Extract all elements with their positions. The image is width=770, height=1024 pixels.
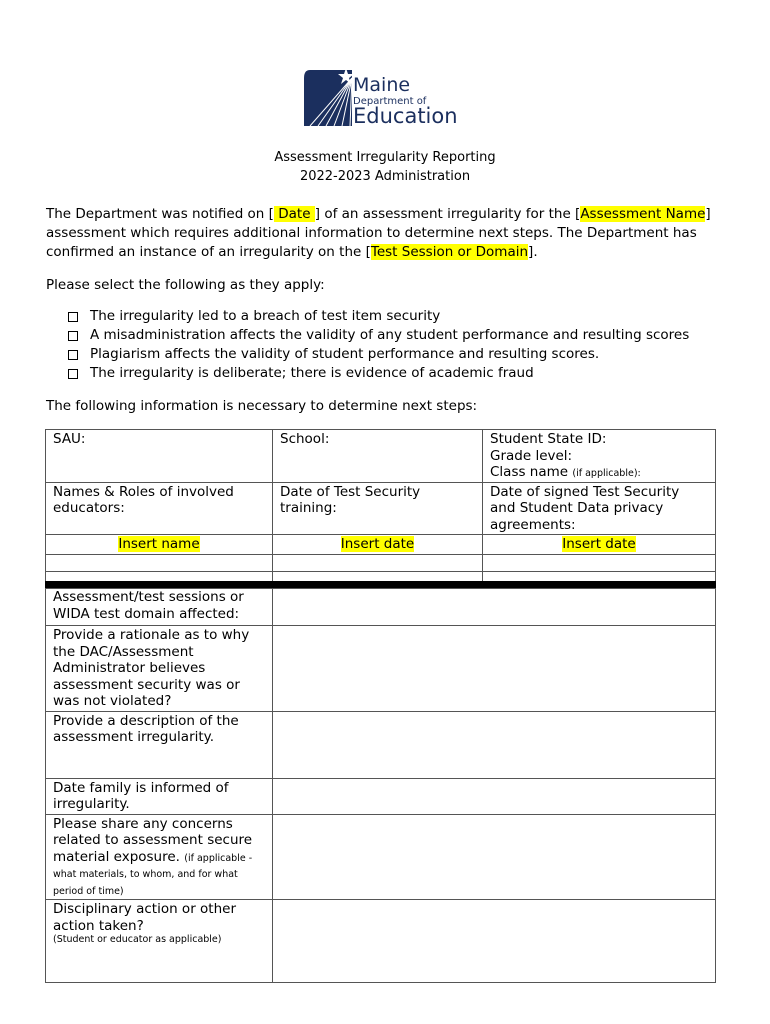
affected-input[interactable] [273,585,716,626]
description-input[interactable] [273,711,716,778]
logo-department: Department of [353,96,427,107]
assessment-name-field[interactable]: Assessment Name [580,206,706,222]
checkbox[interactable] [68,369,78,379]
info-prompt: The following information is necessary to determine next steps: [46,398,478,414]
logo-education: Education [353,104,458,128]
blank-cell[interactable] [273,554,483,571]
intro-paragraph: The Department was notified on [ Date ] of an assessment irregularity for the [Assessment Name] assessment which requires additional information to determine next steps. The Department has confirmed an instance of an irregularity on the [Test Session or Domain]. [46,206,711,260]
checklist-item[interactable]: The irregularity led to a breach of test item security [68,307,689,326]
names-roles-label: Names & Roles of involved educators: [46,482,273,535]
maine-doe-logo [304,66,474,128]
rationale-input[interactable] [273,626,716,712]
description-label: Provide a description of the assessment irregularity. [46,711,273,778]
select-prompt: Please select the following as they apply: [46,277,325,293]
affected-label: Assessment/test sessions or WIDA test domain affected: [46,585,273,626]
checkbox[interactable] [68,312,78,322]
info-table [45,429,716,589]
rationale-label: Provide a rationale as to why the DAC/Assessment Administrator believes assessment security was or was not violated? [46,626,273,712]
disciplinary-input[interactable] [273,900,716,983]
document-title: Assessment Irregularity Reporting [274,150,496,165]
logo-maine: Maine [353,74,411,96]
date-field[interactable]: Date [273,206,315,222]
disciplinary-label: Disciplinary action or other action taken? (Student or educator as applicable) [46,900,273,983]
family-date-input[interactable] [273,778,716,814]
irregularity-checklist [68,307,689,383]
document-subtitle: 2022-2023 Administration [299,169,471,184]
details-table [45,581,716,983]
logo-emblem-icon [304,66,352,126]
checklist-item[interactable]: Plagiarism affects the validity of student performance and resulting scores. [68,345,689,364]
insert-name-cell[interactable]: Insert name [46,535,273,555]
concerns-input[interactable] [273,814,716,900]
school-cell[interactable]: School: [273,430,483,483]
insert-signed-date-cell[interactable]: Insert date [483,535,716,555]
checkbox[interactable] [68,350,78,360]
training-date-label: Date of Test Security training: [273,482,483,535]
test-session-field[interactable]: Test Session or Domain [370,244,529,260]
student-cell[interactable]: Student State ID: Grade level: Class name (if applicable): [483,430,716,483]
checkbox[interactable] [68,331,78,341]
blank-cell[interactable] [46,554,273,571]
sau-cell[interactable]: SAU: [46,430,273,483]
checklist-item[interactable]: The irregularity is deliberate; there is evidence of academic fraud [68,364,689,383]
checklist-item[interactable]: A misadministration affects the validity of any student performance and resulting scores [68,326,689,345]
insert-training-date-cell[interactable]: Insert date [273,535,483,555]
signed-date-label: Date of signed Test Security and Student Data privacy agreements: [483,482,716,535]
concerns-label: Please share any concerns related to assessment secure material exposure. (if applicable - what materials, to whom, and for what period of time) [46,814,273,900]
blank-cell[interactable] [483,554,716,571]
family-date-label: Date family is informed of irregularity. [46,778,273,814]
